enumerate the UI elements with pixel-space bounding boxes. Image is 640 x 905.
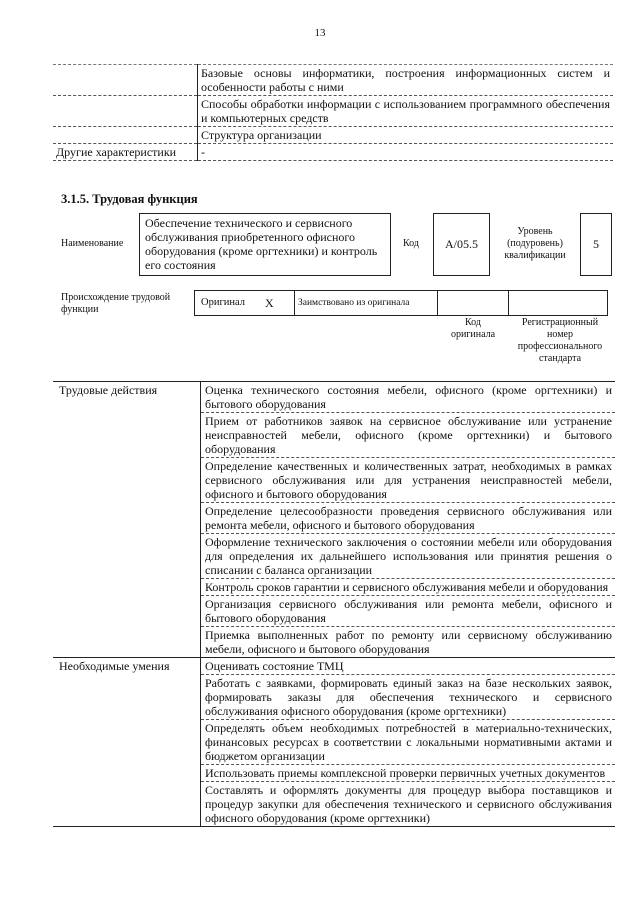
other-characteristics-value: - <box>198 144 614 161</box>
table-row <box>53 96 613 127</box>
function-name-box: Обеспечение технического и сервисного обслуживания приобретенного офисного оборудования (кроме оргтехники) и контроль его состояния <box>139 213 391 276</box>
table-row <box>53 382 615 413</box>
row-label <box>53 96 198 127</box>
table-row <box>53 720 615 765</box>
skill-item: Оценивать состояние ТМЦ <box>201 658 616 675</box>
name-label: Наименование <box>61 238 124 249</box>
page-number: 13 <box>314 27 326 39</box>
level-box: 5 <box>580 213 612 276</box>
code-original-cell <box>438 291 509 316</box>
original-label: Оригинал <box>195 291 263 316</box>
labor-action-item: Организация сервисного обслуживания или ремонта мебели, офисного и бытового оборудования <box>201 596 616 627</box>
skill-item: Использовать приемы комплексной проверки первичных учетных документов <box>201 765 616 782</box>
table-row <box>53 413 615 458</box>
origin-label: Происхождение трудовой функции <box>61 292 171 315</box>
labor-action-item: Приемка выполненных работ по ремонту или сервисному обслуживанию мебели, офисного и бытового оборудования <box>201 627 616 658</box>
table-row <box>53 596 615 627</box>
table-row <box>53 127 613 144</box>
reg-number-caption: Регистрационный номер профессионального стандарта <box>517 317 603 364</box>
table-row <box>53 579 615 596</box>
knowledge-item: Способы обработки информации с использованием программного обеспечения и компьютерных средств <box>198 96 614 127</box>
knowledge-item: Структура организации <box>198 127 614 144</box>
skill-item: Составлять и оформлять документы для процедур выбора поставщиков и процедур закупки для обеспечения технического и сервисного обслуживания офисного оборудования (кроме оргтехники) <box>201 782 616 827</box>
table-row <box>195 291 608 316</box>
code-original-caption: Код оригинала <box>450 317 496 340</box>
labor-action-item: Оценка технического состояния мебели, офисного (кроме оргтехники) и бытового оборудования <box>201 382 616 413</box>
row-label <box>53 127 198 144</box>
labor-action-item: Прием от работников заявок на сервисное обслуживание или устранение неисправностей мебели, офисного (кроме оргтехники) и бытового оборудования <box>201 413 616 458</box>
labor-action-item: Контроль сроков гарантии и сервисного обслуживания мебели и оборудования <box>201 579 616 596</box>
table-row <box>53 65 613 96</box>
row-label <box>53 65 198 96</box>
table-row <box>53 658 615 675</box>
level-label: Уровень (подуровень) квалификации <box>504 226 566 261</box>
table-row <box>53 782 615 827</box>
labor-function-table <box>53 381 615 827</box>
borrowed-label: Заимствовано из оригинала <box>295 291 438 316</box>
section-title: 3.1.5. Трудовая функция <box>61 192 198 206</box>
skills-label: Необходимые умения <box>53 658 201 675</box>
table-row <box>53 458 615 503</box>
labor-action-item: Определение целесообразности проведения сервисного обслуживания или ремонта мебели, офисного и бытового оборудования <box>201 503 616 534</box>
table-row <box>53 503 615 534</box>
table-row <box>53 534 615 579</box>
function-code-box: А/05.5 <box>433 213 490 276</box>
table-row <box>53 144 613 161</box>
origin-table <box>194 290 608 316</box>
labor-actions-label: Трудовые действия <box>53 382 201 413</box>
skill-item: Работать с заявками, формировать единый заказ на базе нескольких заявок, формировать заказы для обеспечения технического и сервисного обслуживания офисного оборудования (кроме оргтехники) <box>201 675 616 720</box>
table-row <box>53 675 615 720</box>
table-row <box>53 765 615 782</box>
other-characteristics-label: Другие характеристики <box>53 144 198 161</box>
skill-item: Определять объем необходимых потребностей в материально-технических, финансовых ресурсах в соответствии с локальными нормативными актами и бюджетом организации <box>201 720 616 765</box>
knowledge-table <box>53 64 613 161</box>
original-mark: X <box>262 291 295 316</box>
reg-number-cell <box>509 291 608 316</box>
labor-action-item: Оформление технического заключения о состоянии мебели или оборудования для определения их дальнейшего использования или принятия решения о списании с баланса организации <box>201 534 616 579</box>
code-label: Код <box>403 238 419 249</box>
labor-action-item: Определение качественных и количественных затрат, необходимых в рамках сервисного обслуживания или для устранения неисправностей мебели, офисного и бытового оборудования <box>201 458 616 503</box>
table-row <box>53 627 615 658</box>
knowledge-item: Базовые основы информатики, построения информационных систем и особенности работы с ними <box>198 65 614 96</box>
